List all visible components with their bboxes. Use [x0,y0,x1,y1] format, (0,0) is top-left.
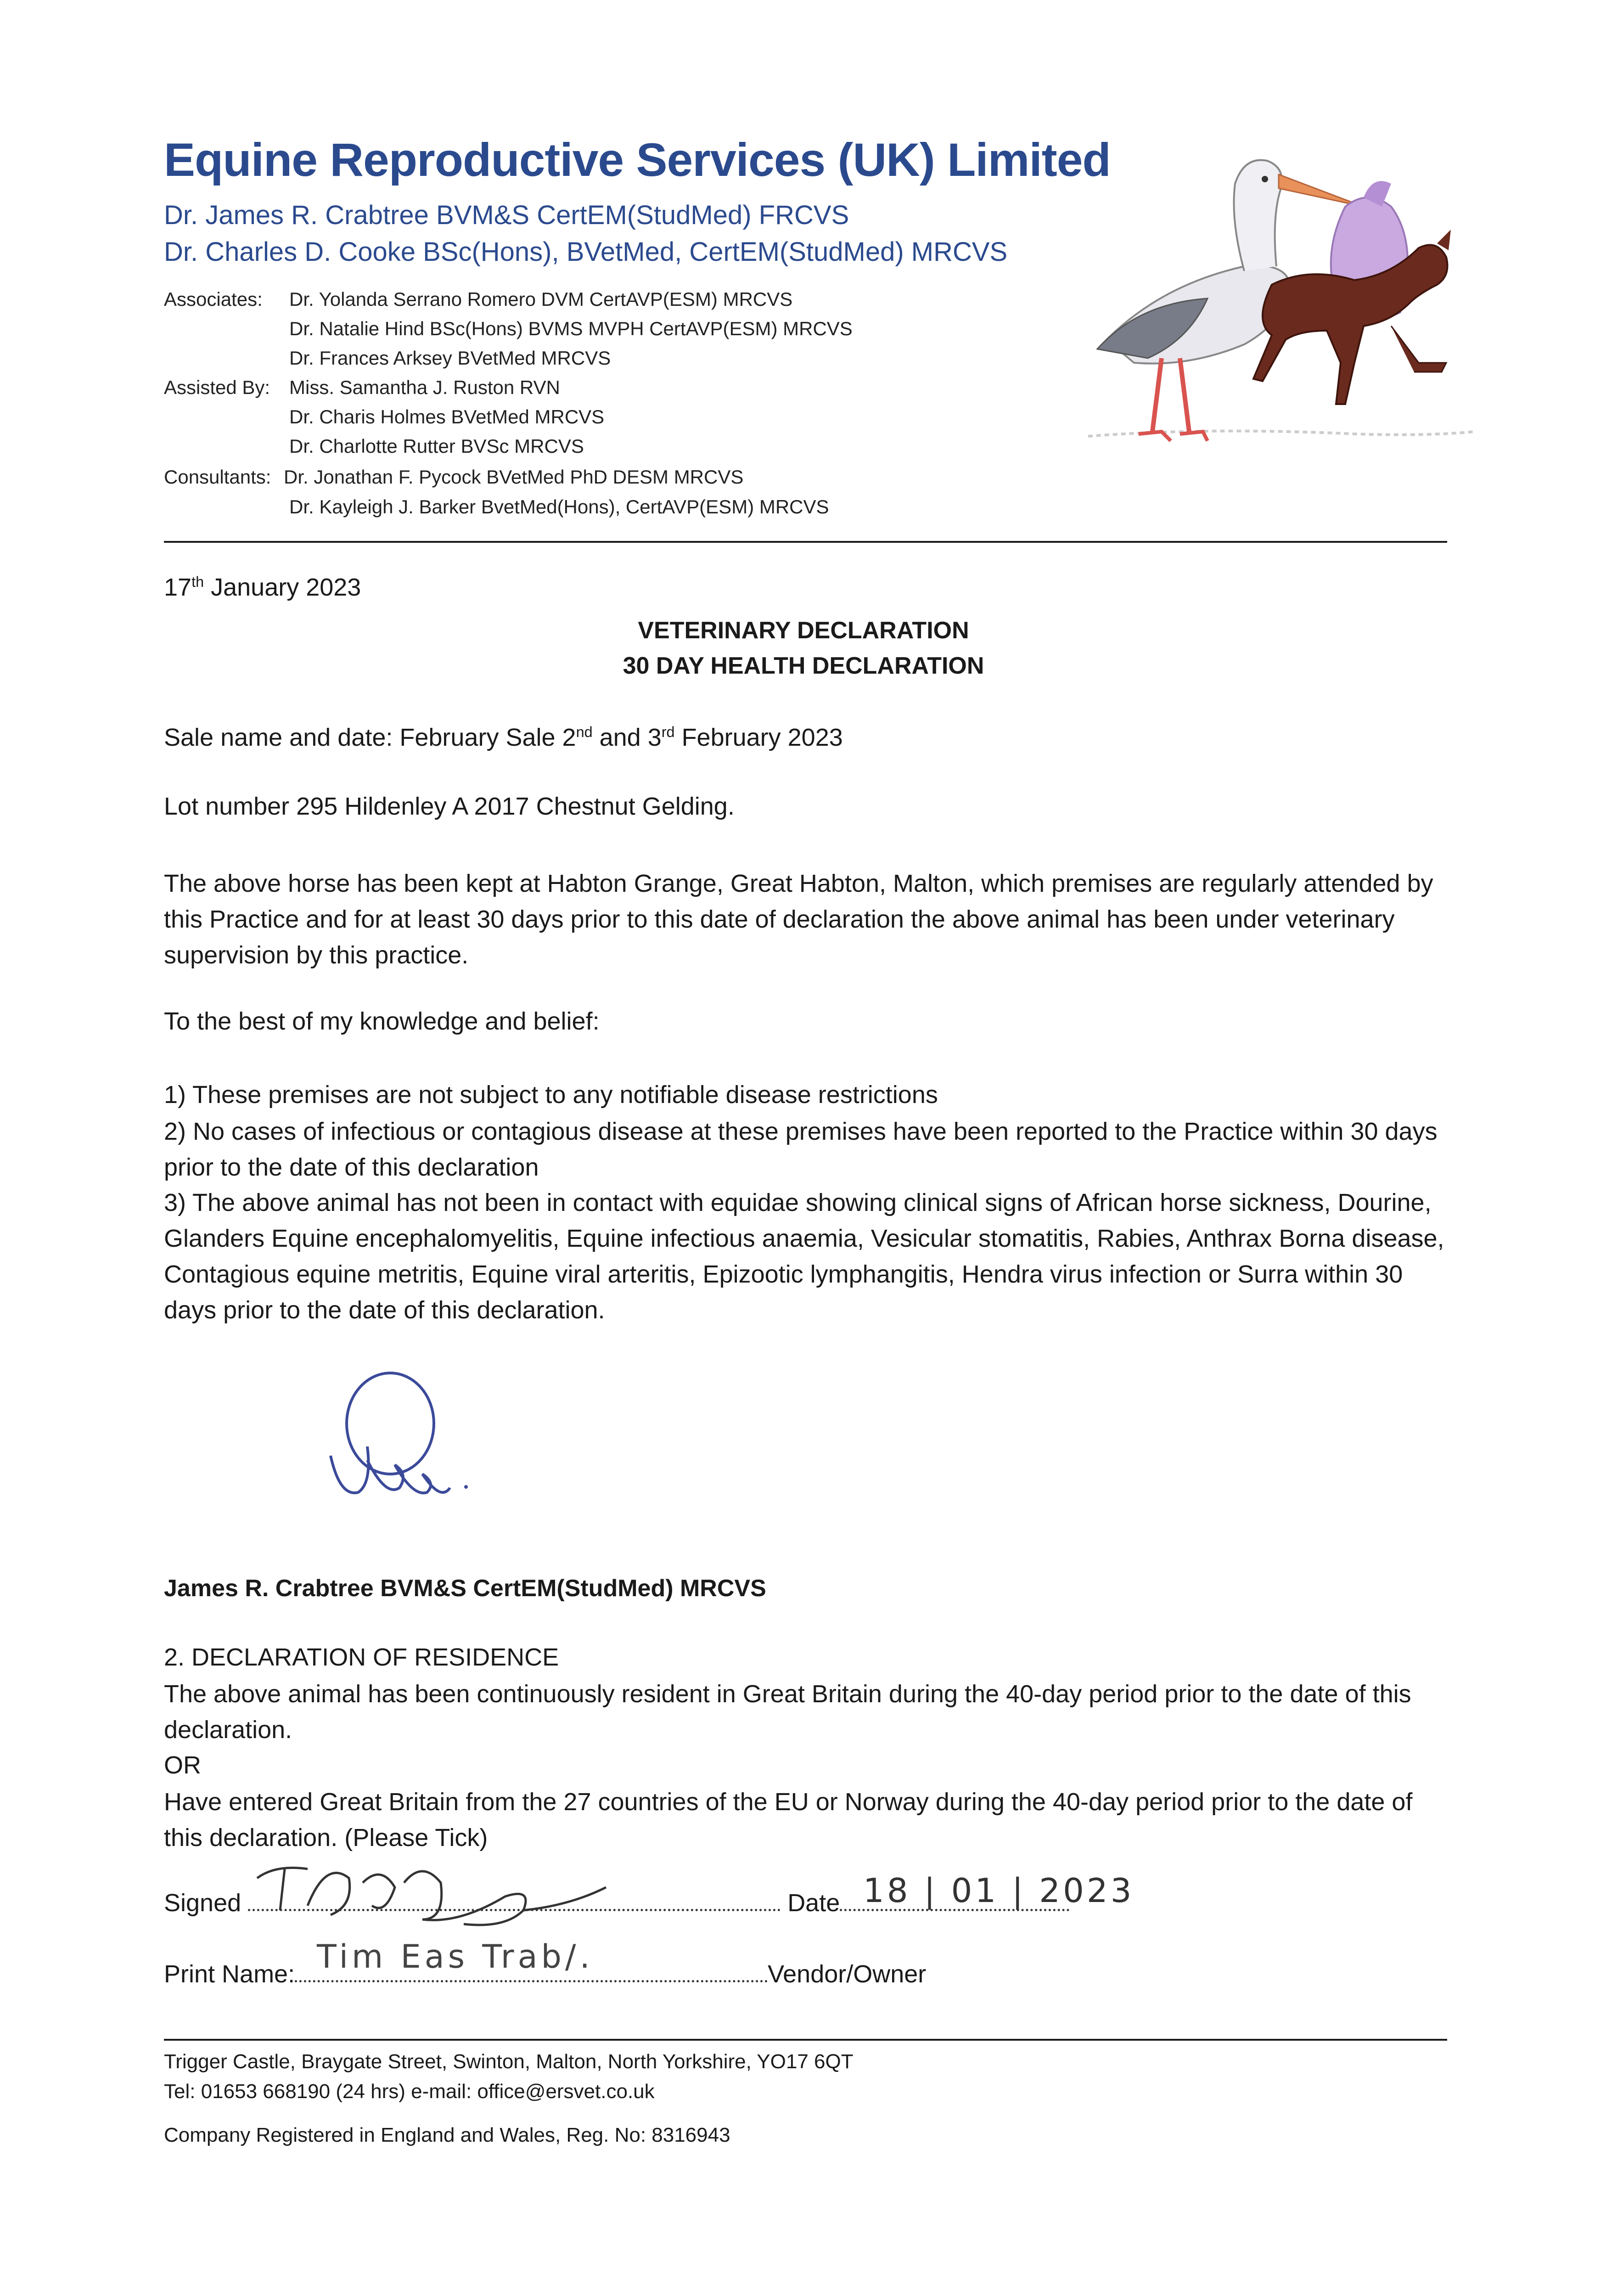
residence-heading: 2. DECLARATION OF RESIDENCE [164,1643,559,1671]
print-name-value: Tim Eas Trab/. [317,1938,594,1975]
associate-1: Dr. Yolanda Serrano Romero DVM CertAVP(ESM) MRCVS [289,288,793,310]
consultants-label: Consultants: [164,466,271,488]
residence-or: OR [164,1751,201,1779]
associate-3: Dr. Frances Arksey BVetMed MRCVS [289,347,611,369]
assistant-1: Miss. Samantha J. Ruston RVN [289,377,560,398]
signed-field: Signed Date [164,1885,1069,1921]
lot-number: Lot number 295 Hildenley A 2017 Chestnut Gelding. [164,793,735,820]
footer-registration: Company Registered in England and Wales, Reg. No: 8316943 [164,2124,730,2146]
footer-contact: Tel: 01653 668190 (24 hrs) e-mail: office@ersvet.co.uk [164,2080,655,2103]
associate-2: Dr. Natalie Hind BSc(Hons) BVMS MVPH CertAVP(ESM) MRCVS [289,318,853,339]
consultant-2: Dr. Kayleigh J. Barker BvetMed(Hons), CertAVP(ESM) MRCVS [289,496,829,518]
declaration-item-1: 1) These premises are not subject to any notifiable disease restrictions [164,1081,938,1109]
header-rule [164,541,1447,543]
premises-paragraph: The above horse has been kept at Habton Grange, Great Habton, Malton, which premises are regularly attended by this Practice and for at least 30 days prior to this date of declaration the above animal has been under veterinary supervision by this practice. [164,870,1433,969]
assistant-2: Dr. Charis Holmes BVetMed MRCVS [289,406,605,428]
sale-name-date: Sale name and date: February Sale 2nd and 3rd February 2023 [164,724,843,751]
knowledge-statement: To the best of my knowledge and belief: [164,1007,600,1035]
footer-address: Trigger Castle, Braygate Street, Swinton, Malton, North Yorkshire, YO17 6QT [164,2050,854,2073]
associates-label: Associates: [164,288,263,310]
print-name-field: Print Name: Vendor/Owner [164,1960,927,1988]
assisted-label: Assisted By: [164,377,270,398]
partner-1: Dr. James R. Crabtree BVM&S CertEM(StudMed) FRCVS [164,200,849,230]
declaration-item-2: 2) No cases of infectious or contagious disease at these premises have been reported to the Practice within 30 days prior to the date of this declaration [164,1118,1438,1181]
veterinarian-signature [312,1368,487,1506]
vendor-owner-label: Vendor/Owner [768,1960,927,1988]
residence-option-1: The above animal has been continuously resident in Great Britain during the 40-day period prior to the date of this declaration. [164,1680,1411,1744]
assistant-3: Dr. Charlotte Rutter BVSc MRCVS [289,435,584,457]
consultant-1: Dr. Jonathan F. Pycock BVetMed PhD DESM MRCVS [284,466,744,488]
date-label: Date [787,1889,840,1917]
date-value: 18 | 01 | 2023 [863,1871,1134,1910]
vendor-signature [248,1851,624,1929]
declaration-subtitle: 30 DAY HEALTH DECLARATION [623,653,984,679]
residence-option-2: Have entered Great Britain from the 27 countries of the EU or Norway during the 40-day period prior to the date of this declaration. (Please Tick) [164,1788,1413,1851]
partner-2: Dr. Charles D. Cooke BSc(Hons), BVetMed, CertEM(StudMed) MRCVS [164,237,1008,267]
declaration-item-3: 3) The above animal has not been in contact with equidae showing clinical signs of African horse sickness, Dourine, Glanders Equine encephalomyelitis, Equine infectious anaemia, Vesicular stomatitis, Rabies, Anthrax Borna disease, Contagious equine metritis, Equine viral arteritis, Epizootic lymphangitis, Hendra virus infection or Surra within 30 days prior to the date of this declaration. [164,1189,1444,1324]
footer-rule [164,2039,1447,2041]
declaration-title: VETERINARY DECLARATION [638,617,969,644]
firm-name: Equine Reproductive Services (UK) Limited [164,134,1111,186]
stork-carrying-foal-icon [1070,147,1483,459]
letter-date: 17th January 2023 [164,574,361,601]
signatory-name: James R. Crabtree BVM&S CertEM(StudMed) MRCVS [164,1575,766,1602]
